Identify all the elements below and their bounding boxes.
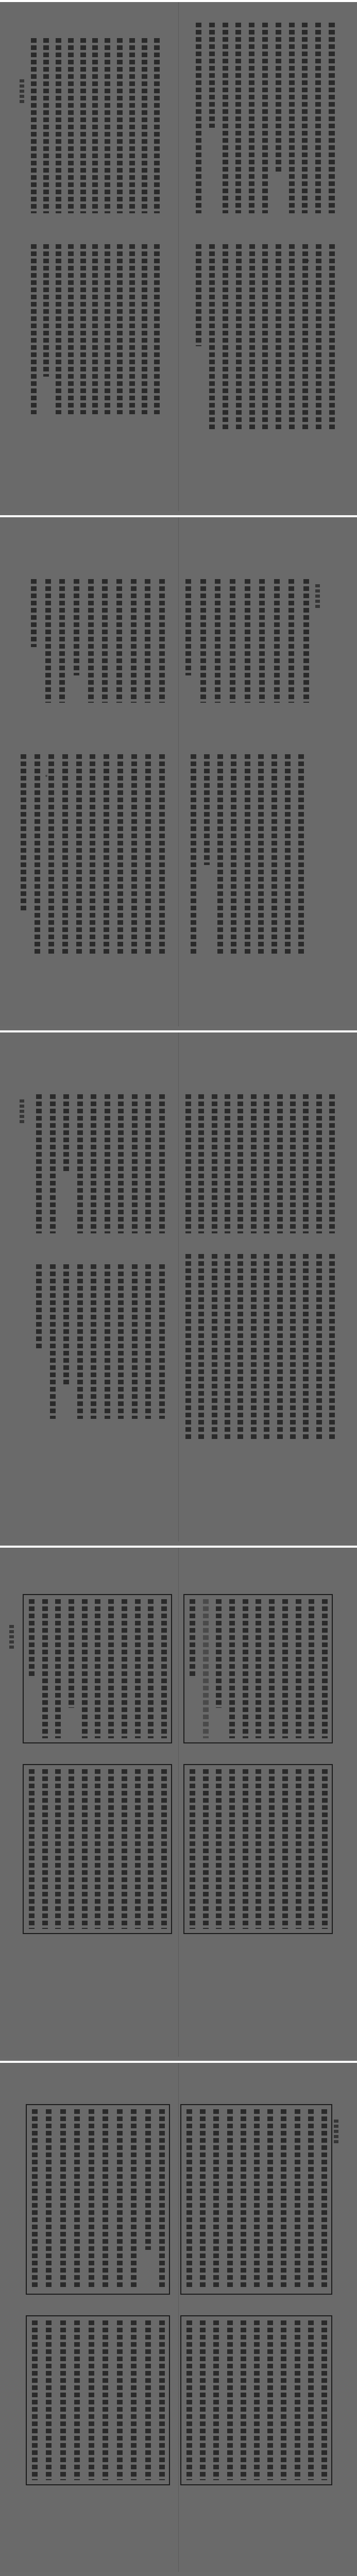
- text-column: [209, 244, 215, 430]
- text-column: [29, 1769, 35, 1929]
- text-column: [63, 1264, 69, 1385]
- text-column: [204, 754, 210, 865]
- text-column: [46, 2109, 52, 2290]
- text-column: [315, 23, 321, 213]
- ruled-frame: [23, 1594, 172, 1743]
- text-column: [159, 2320, 165, 2480]
- text-column: [91, 1264, 96, 1419]
- margin-label: [20, 1099, 24, 1124]
- text-column: [89, 2109, 94, 2290]
- text-column: [258, 754, 264, 955]
- text-column: [129, 244, 135, 414]
- text-column: [95, 1599, 100, 1738]
- text-column: [154, 38, 160, 213]
- text-column: [56, 38, 61, 213]
- text-column: [251, 1254, 257, 1439]
- text-column: [135, 1599, 141, 1738]
- text-column: [316, 1254, 322, 1439]
- text-column: [213, 2320, 219, 2480]
- text-block: [185, 1094, 335, 1233]
- text-column: [196, 244, 201, 346]
- text-column: [229, 1599, 235, 1738]
- spread-fold: [178, 2, 179, 511]
- ruled-frame: [26, 2315, 170, 2485]
- text-column: [148, 1599, 154, 1738]
- text-column: [259, 579, 265, 703]
- text-column: [60, 2320, 66, 2480]
- text-block: [29, 1599, 167, 1738]
- margin-label: [9, 1625, 14, 1650]
- text-column: [216, 1769, 222, 1929]
- text-column: [117, 2320, 123, 2480]
- spread-fold: [178, 1032, 179, 1541]
- text-column: [241, 2320, 246, 2480]
- text-column: [46, 2320, 52, 2480]
- text-column: [245, 579, 250, 703]
- scan-page-3: [0, 1030, 357, 1541]
- text-column: [262, 23, 268, 213]
- text-column: [36, 1094, 42, 1233]
- text-column: [245, 754, 250, 955]
- text-column: [229, 1769, 235, 1929]
- folio-mark: [45, 775, 47, 777]
- text-block: [185, 579, 309, 703]
- text-column: [59, 579, 65, 703]
- ruled-frame: [180, 2104, 332, 2295]
- text-column: [31, 38, 37, 213]
- text-column: [277, 1094, 283, 1233]
- text-column: [296, 1769, 301, 1929]
- text-column: [290, 1254, 296, 1439]
- text-column: [200, 2109, 206, 2290]
- text-column: [118, 1264, 124, 1419]
- ruled-frame: [26, 2104, 170, 2295]
- text-column: [159, 1264, 165, 1419]
- text-block: [190, 1599, 328, 1738]
- text-column: [108, 1599, 114, 1738]
- text-column: [122, 1599, 127, 1738]
- text-column: [267, 2109, 273, 2290]
- text-column: [308, 2109, 314, 2290]
- text-column: [69, 1769, 74, 1929]
- text-column: [105, 1264, 110, 1419]
- text-column: [105, 244, 110, 414]
- text-column: [89, 2320, 94, 2480]
- text-column: [285, 754, 291, 955]
- text-column: [21, 754, 26, 911]
- text-column: [186, 2109, 192, 2290]
- text-column: [191, 754, 196, 955]
- text-block: [31, 244, 160, 414]
- text-column: [309, 1599, 314, 1738]
- text-column: [321, 2109, 327, 2290]
- ruled-frame: [183, 1594, 333, 1743]
- text-column: [282, 1769, 288, 1929]
- text-column: [159, 1094, 165, 1233]
- text-block: [196, 23, 335, 213]
- text-column: [159, 754, 165, 955]
- text-column: [235, 23, 241, 213]
- text-column: [296, 1599, 301, 1738]
- text-column: [43, 244, 49, 377]
- text-column: [237, 1254, 243, 1439]
- text-column: [76, 754, 82, 955]
- text-column: [135, 1769, 141, 1929]
- text-column: [290, 1094, 296, 1233]
- scan-page-4: [0, 1546, 357, 2057]
- text-column: [148, 1769, 154, 1929]
- text-column: [329, 1254, 335, 1439]
- text-column: [80, 38, 86, 213]
- text-column: [159, 2109, 165, 2290]
- text-column: [117, 754, 123, 955]
- text-column: [118, 1094, 124, 1233]
- text-block: [186, 2320, 327, 2480]
- text-column: [316, 1094, 322, 1233]
- text-column: [131, 754, 137, 955]
- text-column: [262, 244, 268, 430]
- spread-fold: [178, 1548, 179, 2057]
- text-column: [88, 579, 94, 703]
- text-column: [60, 2109, 66, 2290]
- margin-label: [334, 2120, 338, 2144]
- text-column: [50, 1264, 56, 1419]
- text-column: [56, 244, 61, 414]
- text-column: [198, 1094, 204, 1233]
- text-column: [254, 2320, 260, 2480]
- text-column: [198, 1254, 204, 1439]
- text-column: [45, 579, 51, 703]
- text-column: [48, 754, 54, 955]
- text-column: [145, 2109, 151, 2250]
- text-block: [185, 1254, 335, 1439]
- text-column: [269, 1769, 275, 1929]
- text-column: [103, 2109, 108, 2290]
- text-block: [190, 1769, 328, 1929]
- text-column: [200, 579, 206, 703]
- spread-fold: [178, 517, 179, 1026]
- text-column: [55, 1599, 61, 1738]
- text-column: [212, 1094, 217, 1233]
- text-column: [62, 754, 68, 955]
- folio-mark: [307, 260, 309, 262]
- text-column: [154, 244, 160, 414]
- text-column: [159, 579, 165, 703]
- text-column: [303, 1254, 309, 1439]
- text-column: [264, 1254, 269, 1439]
- text-column: [142, 38, 147, 213]
- text-column: [145, 754, 151, 955]
- text-column: [117, 2109, 123, 2290]
- scan-page-2: [0, 515, 357, 1026]
- text-column: [322, 1599, 328, 1738]
- text-column: [68, 244, 74, 414]
- text-column: [43, 38, 49, 213]
- scan-page-1: [0, 0, 357, 511]
- text-column: [217, 754, 223, 955]
- text-column: [74, 579, 79, 675]
- text-column: [302, 244, 308, 430]
- text-column: [303, 1094, 309, 1233]
- text-column: [36, 1264, 42, 1349]
- text-column: [303, 579, 309, 703]
- text-column: [227, 2320, 233, 2480]
- text-block: [186, 2109, 327, 2290]
- text-block: [31, 579, 165, 703]
- text-column: [223, 244, 228, 430]
- text-column: [203, 1599, 209, 1738]
- text-column: [190, 1599, 195, 1676]
- text-column: [95, 1769, 100, 1929]
- text-column: [213, 2109, 219, 2290]
- text-column: [269, 1599, 275, 1738]
- text-column: [274, 579, 280, 703]
- text-column: [92, 244, 98, 414]
- text-column: [91, 1094, 96, 1233]
- text-column: [185, 1254, 191, 1439]
- text-column: [276, 244, 281, 430]
- text-column: [132, 1264, 138, 1419]
- text-column: [223, 23, 228, 213]
- text-block: [21, 754, 165, 955]
- text-column: [309, 1769, 314, 1929]
- ruled-frame: [180, 2315, 332, 2485]
- text-column: [116, 579, 122, 703]
- text-block: [36, 1264, 165, 1419]
- text-column: [132, 1094, 138, 1233]
- text-column: [31, 244, 37, 414]
- text-column: [288, 579, 294, 703]
- text-column: [117, 38, 123, 213]
- text-column: [251, 1094, 257, 1233]
- text-column: [105, 1094, 110, 1233]
- text-column: [289, 23, 295, 213]
- text-column: [267, 2320, 273, 2480]
- text-column: [271, 754, 277, 955]
- text-column: [55, 1769, 61, 1929]
- text-column: [231, 754, 236, 955]
- text-column: [212, 1254, 217, 1439]
- text-column: [102, 579, 108, 703]
- text-column: [32, 2109, 38, 2290]
- text-column: [249, 23, 254, 213]
- text-column: [185, 1094, 191, 1233]
- text-column: [216, 1599, 222, 1708]
- spread-fold: [178, 2063, 179, 2572]
- text-column: [254, 2109, 260, 2290]
- text-column: [281, 2109, 286, 2290]
- text-column: [161, 1599, 167, 1738]
- text-column: [42, 1599, 48, 1738]
- text-column: [131, 579, 137, 703]
- text-block: [196, 244, 335, 430]
- text-column: [249, 244, 255, 430]
- text-block: [36, 1094, 165, 1233]
- text-column: [145, 2320, 151, 2480]
- text-column: [161, 1769, 167, 1929]
- text-column: [196, 23, 201, 213]
- text-column: [32, 2320, 38, 2480]
- text-column: [77, 1264, 83, 1419]
- text-column: [105, 38, 110, 213]
- text-column: [243, 1769, 248, 1929]
- text-column: [104, 754, 109, 955]
- text-column: [131, 2109, 137, 2290]
- text-column: [185, 579, 191, 675]
- text-column: [316, 244, 321, 430]
- text-column: [225, 1254, 230, 1439]
- text-column: [42, 1769, 48, 1929]
- text-column: [241, 2109, 246, 2290]
- scan-page-5: [0, 2061, 357, 2572]
- text-column: [295, 2109, 300, 2290]
- text-column: [92, 38, 98, 213]
- text-column: [237, 1094, 243, 1233]
- text-column: [31, 579, 37, 647]
- text-column: [82, 1769, 88, 1929]
- text-column: [227, 2109, 233, 2290]
- text-column: [329, 1094, 335, 1233]
- text-block: [29, 1769, 167, 1929]
- text-column: [264, 1094, 269, 1233]
- text-column: [190, 1769, 195, 1929]
- text-column: [282, 1599, 288, 1738]
- text-column: [329, 23, 335, 213]
- text-column: [295, 2320, 300, 2480]
- text-column: [103, 2320, 108, 2480]
- text-column: [209, 23, 215, 128]
- text-column: [276, 23, 281, 172]
- text-block: [32, 2109, 165, 2290]
- text-column: [82, 1599, 88, 1738]
- text-column: [35, 754, 40, 955]
- text-column: [203, 1769, 209, 1929]
- text-column: [225, 1094, 230, 1233]
- ruled-frame: [183, 1764, 333, 1934]
- text-column: [74, 2109, 80, 2290]
- text-block: [32, 2320, 165, 2480]
- text-column: [68, 38, 74, 213]
- text-column: [117, 244, 123, 414]
- text-column: [69, 1599, 74, 1708]
- text-column: [122, 1769, 127, 1929]
- text-column: [77, 1094, 83, 1233]
- text-column: [256, 1769, 261, 1929]
- text-column: [200, 2320, 206, 2480]
- text-column: [74, 2320, 80, 2480]
- text-column: [145, 1094, 151, 1233]
- text-column: [289, 244, 295, 430]
- text-column: [90, 754, 95, 955]
- text-column: [256, 1599, 261, 1738]
- text-block: [191, 754, 304, 955]
- text-column: [329, 244, 335, 430]
- text-column: [281, 2320, 286, 2480]
- text-column: [230, 579, 235, 703]
- text-column: [236, 244, 242, 430]
- text-column: [277, 1254, 283, 1439]
- text-column: [308, 2320, 314, 2480]
- text-column: [29, 1599, 35, 1676]
- text-column: [142, 244, 147, 414]
- text-column: [302, 23, 308, 213]
- margin-label: [20, 79, 24, 104]
- text-block: [31, 38, 160, 213]
- text-column: [129, 38, 135, 213]
- ruled-frame: [23, 1764, 172, 1934]
- text-column: [298, 754, 304, 955]
- text-column: [322, 1769, 328, 1929]
- text-column: [215, 579, 220, 703]
- text-column: [321, 2320, 327, 2480]
- text-column: [145, 1264, 151, 1419]
- margin-label: [315, 584, 320, 609]
- text-column: [243, 1599, 248, 1738]
- text-column: [145, 579, 150, 703]
- text-column: [50, 1094, 56, 1233]
- text-column: [186, 2320, 192, 2480]
- text-column: [80, 244, 86, 414]
- text-column: [108, 1769, 114, 1929]
- text-column: [63, 1094, 69, 1171]
- text-column: [131, 2320, 137, 2480]
